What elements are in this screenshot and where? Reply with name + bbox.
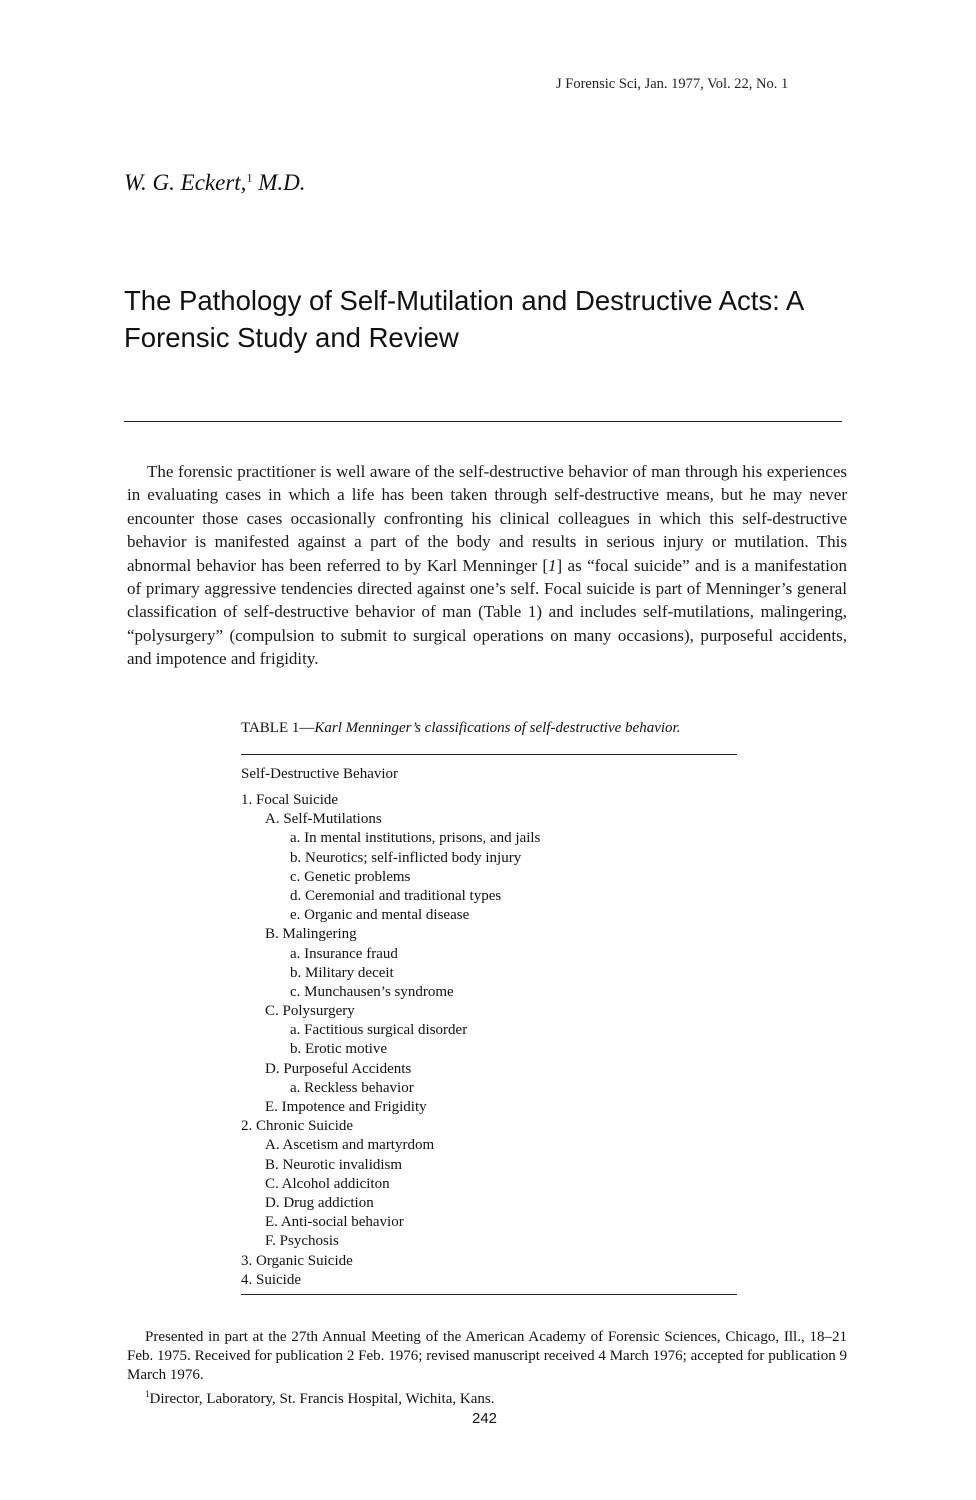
table-label: TABLE 1— bbox=[241, 720, 315, 736]
table-row: e. Organic and mental disease bbox=[290, 907, 470, 924]
table-row: E. Anti-social behavior bbox=[265, 1214, 404, 1231]
table-row: 4. Suicide bbox=[241, 1271, 301, 1288]
table-row: a. Reckless behavior bbox=[290, 1079, 414, 1096]
table-row: A. Ascetism and martyrdom bbox=[265, 1137, 435, 1154]
table-row: a. Insurance fraud bbox=[290, 945, 398, 962]
table-bottom-rule bbox=[241, 1294, 737, 1295]
table-row: F. Psychosis bbox=[265, 1233, 339, 1250]
table-row: c. Munchausen’s syndrome bbox=[290, 983, 454, 1000]
table-row: E. Impotence and Frigidity bbox=[265, 1099, 427, 1115]
table-row: B. Neurotic invalidism bbox=[265, 1156, 403, 1173]
table-row: D. Purposeful Accidents bbox=[265, 1060, 412, 1077]
table-top-rule bbox=[241, 754, 737, 755]
table-row: a. Factitious surgical disorder bbox=[290, 1022, 468, 1039]
table-header: Self-Destructive Behavior bbox=[241, 766, 399, 782]
author-footnote-mark: 1 bbox=[246, 170, 253, 185]
table-row: A. Self-Mutilations bbox=[265, 811, 382, 828]
article-title: The Pathology of Self-Mutilation and Destructive Acts: A Forensic Study and Review bbox=[124, 285, 803, 353]
table-row: 1. Focal Suicide bbox=[241, 792, 339, 808]
footnote-affiliation bbox=[127, 1385, 847, 1409]
title-divider bbox=[124, 421, 842, 422]
table-row: b. Military deceit bbox=[290, 964, 394, 981]
table-row: 2. Chronic Suicide bbox=[241, 1118, 354, 1135]
table-row: 3. Organic Suicide bbox=[241, 1252, 353, 1269]
classification-table bbox=[241, 765, 737, 1290]
journal-citation: J Forensic Sci, Jan. 1977, Vol. 22, No. 1 bbox=[556, 76, 789, 92]
table-row: D. Drug addiction bbox=[265, 1194, 374, 1211]
author-degree: M.D. bbox=[258, 170, 306, 195]
footnote-presented: Presented in part at the 27th Annual Meeting of the American Academy of Forensic Sciences, Chicago, Ill., 18–21 Feb. 1975. Received for publication 2 Feb. 1976; revised manuscript received 4 March 1976; accepted for publication 9 March 1976. bbox=[127, 1329, 847, 1383]
table-caption-text: Karl Menninger’s classifications of self-destructive behavior. bbox=[314, 720, 681, 736]
table-row: b. Neurotics; self-inflicted body injury bbox=[290, 849, 522, 866]
affiliation-text: Director, Laboratory, St. Francis Hospital, Wichita, Kans. bbox=[149, 1391, 495, 1407]
table-row: b. Erotic motive bbox=[290, 1041, 388, 1058]
footnotes bbox=[127, 1328, 847, 1409]
table-row: C. Polysurgery bbox=[265, 1003, 355, 1020]
abstract-text-part1: The forensic practitioner is well aware of the self-destructive behavior of man through his experiences in evaluating cases in which a life has been taken through self-destructive means, but he may never encounter those cases occasionally confronting his clinical colleagues in which this self-destructive behavior is manifested against a part of the body and results in serious injury or mutilation. This abnormal behavior has been referred to by Karl Menninger [ bbox=[127, 462, 847, 575]
author-name: W. G. Eckert, bbox=[124, 170, 247, 195]
reference-number: 1 bbox=[548, 555, 557, 575]
table-row: d. Ceremonial and traditional types bbox=[290, 887, 502, 904]
abstract-paragraph bbox=[127, 460, 847, 671]
table-caption bbox=[241, 720, 680, 737]
table-row: a. In mental institutions, prisons, and jails bbox=[290, 830, 541, 847]
table-row: B. Malingering bbox=[265, 926, 357, 943]
table-row: c. Genetic problems bbox=[290, 868, 411, 885]
table-row: C. Alcohol addiciton bbox=[265, 1175, 390, 1192]
affiliation-mark: 1 bbox=[145, 1389, 150, 1399]
abstract-text-part2: ] as “focal suicide” and is a manifestation of primary aggressive tendencies directed against one’s self. Focal suicide is part of Menninger’s general classification of self-destructive behavior of man (Table 1) and includes self-mutilations, malingering, “polysurgery” (compulsion to submit to surgical operations on many occasions), purposeful accidents, and impotence and frigidity. bbox=[127, 555, 848, 669]
page-number: 242 bbox=[472, 1410, 498, 1427]
author-line bbox=[124, 170, 305, 196]
